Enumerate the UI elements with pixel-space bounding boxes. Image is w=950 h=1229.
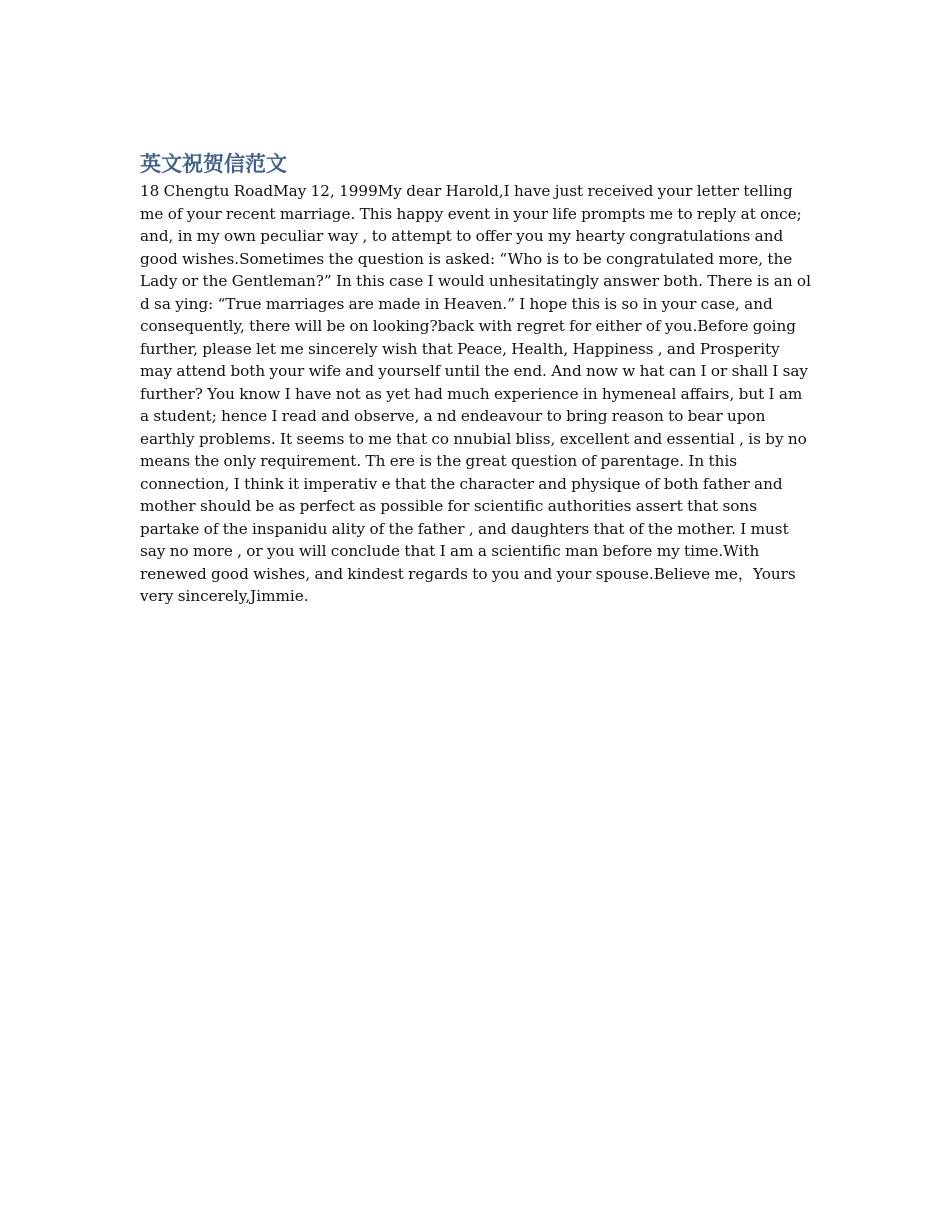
document-content [140,148,812,608]
document-title: 英文祝贺信范文 [140,152,287,176]
letter-body: 18 Chengtu RoadMay 12, 1999My dear Harold,I have just received your letter telling me of your recent marriage. This happy event in your life prompts me to reply at once; and, in my own peculiar way , to attempt to offer you my hearty congratulations and good wishes.Sometimes the question is asked: “Who is to be congratulated more, the Lady or the Gentleman?” In this case I would unhesitatingly answer both. There is an ol d sa ying: “True marriages are made in Heaven.” I hope this is so in your case, and consequently, there will be on looking?back with regret for either of you.Before going further, please let me sincerely wish that Peace, Health, Happiness , and Prosperity may attend both your wife and yourself until the end. And now w hat can I or shall I say further? You know I have not as yet had much experience in hymeneal affairs, but I am a student; hence I read and observe, a nd endeavour to bring reason to bear upon earthly problems. It seems to me that co nnubial bliss, excellent and essential , is by no means the only requirement. Th ere is the great question of parentage. In this connection, I think it imperativ e that the character and physique of both father and mother should be as perfect as possible for scientific authorities assert that sons partake of the inspanidu ality of the father , and daughters that of the mother. I must say no more , or you will conclude that I am a scientific man before my time.With renewed good wishes, and kindest regards to you and your spouse.Believe me，Yours very sincerely,Jimmie. [140,182,811,605]
